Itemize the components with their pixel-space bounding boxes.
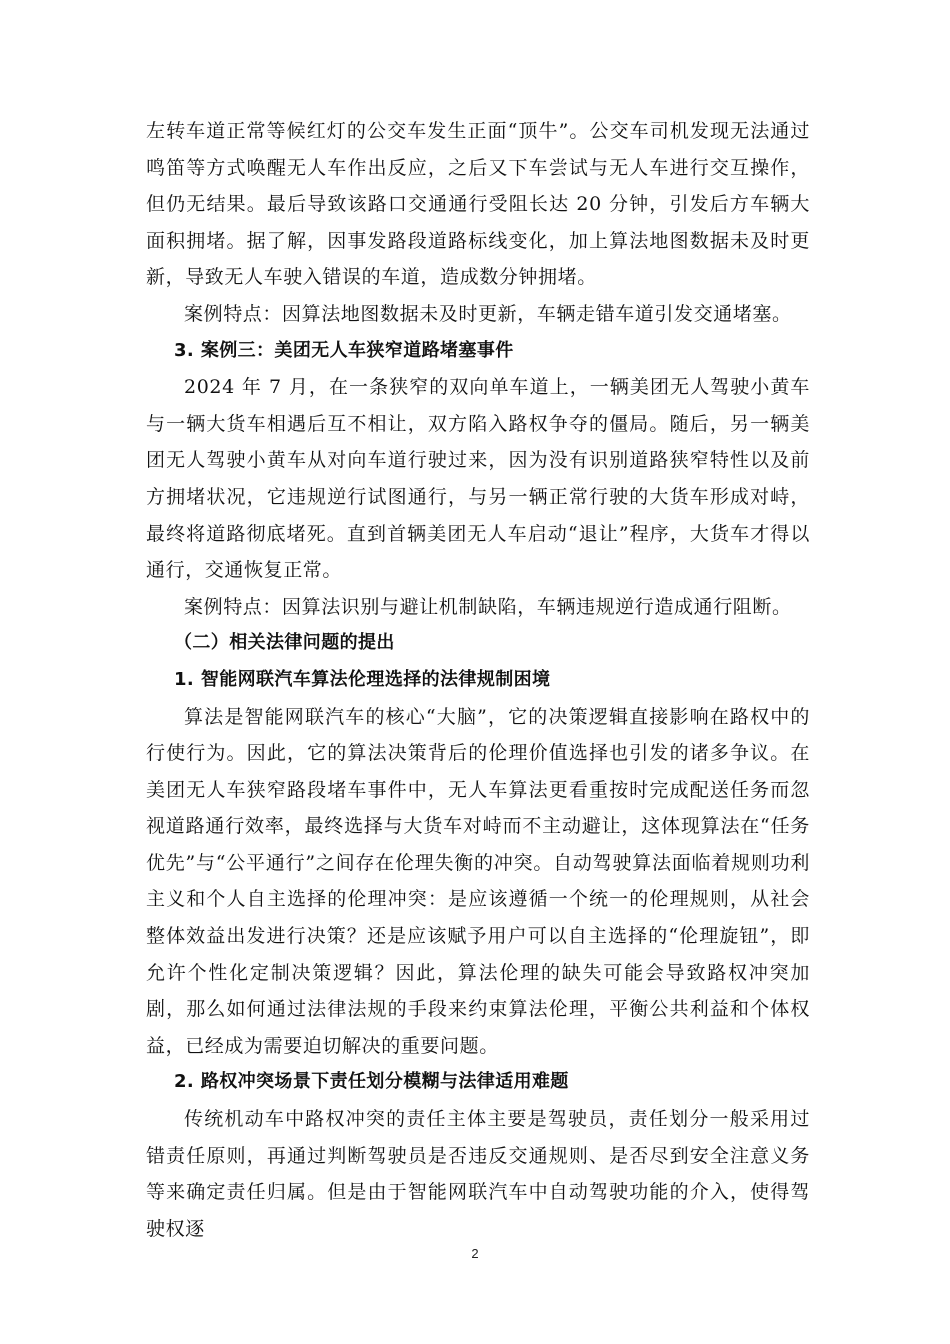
heading-algorithm-ethics: 1. 智能网联汽车算法伦理选择的法律规制困境 (174, 668, 551, 690)
page-number: 2 (471, 1246, 479, 1261)
paragraph-algorithm-ethics: 算法是智能网联汽车的核心“大脑”，它的决策逻辑直接影响在路权中的行使行为。因此，它的算法决策背后的伦理价值选择也引发的诸多争议。在美团无人车狭窄路段堵车事件中，无人车算法更看重按时完成配送任务而忽视道路通行效率，最终选择与大货车对峙而不主动避让，这体现算法在“任务优先”与“公平通行”之间存在伦理失衡的冲突。自动驾驶算法面临着规则功利主义和个人自主选择的伦理冲突：是应该遵循一个统一的伦理规则，从社会整体效益出发进行决策？还是应该赋予用户可以自主选择的“伦理旋钮”，即允许个性化定制决策逻辑？因此，算法伦理的缺失可能会导致路权冲突加剧，那么如何通过法律法规的手段来约束算法伦理，平衡公共利益和个体权益，已经成为需要迫切解决的重要问题。 (146, 705, 810, 1057)
paragraph-case-two-features: 案例特点：因算法地图数据未及时更新，车辆走错车道引发交通堵塞。 (184, 302, 792, 325)
paragraph-case-two-continued: 左转车道正常等候红灯的公交车发生正面“顶牛”。公交车司机发现无法通过鸣笛等方式唤醒无人车作出反应，之后又下车尝试与无人车进行交互操作，但仍无结果。最后导致该路口交通通行受阻长达 20 分钟，引发后方车辆大面积拥堵。据了解，因事发路段道路标线变化，加上算法地图数据未及时更新，导致无人车驶入错误的车道，造成数分钟拥堵。 (146, 120, 810, 289)
document-body (146, 113, 810, 1247)
paragraph-case-three-description: 2024 年 7 月，在一条狭窄的双向单车道上，一辆美团无人驾驶小黄车与一辆大货车相遇后互不相让，双方陷入路权争夺的僵局。随后，另一辆美团无人驾驶小黄车从对向车道行驶过来，因为没有识别道路狭窄特性以及前方拥堵状况，它违规逆行试图通行，与另一辆正常行驶的大货车形成对峙，最终将道路彻底堵死。直到首辆美团无人车启动“退让”程序，大货车才得以通行，交通恢复正常。 (146, 376, 810, 582)
heading-liability-division: 2. 路权冲突场景下责任划分模糊与法律适用难题 (174, 1071, 569, 1093)
heading-legal-issues: （二）相关法律问题的提出 (174, 632, 395, 654)
paragraph-liability-division: 传统机动车中路权冲突的责任主体主要是驾驶员，责任划分一般采用过错责任原则，再通过判断驾驶员是否违反交通规则、是否尽到安全注意义务等来确定责任归属。但是由于智能网联汽车中自动驾驶功能的介入，使得驾驶权逐 (146, 1108, 810, 1240)
paragraph-case-three-features: 案例特点：因算法识别与避让机制缺陷，车辆违规逆行造成通行阻断。 (184, 595, 792, 618)
heading-case-three: 3. 案例三：美团无人车狭窄道路堵塞事件 (174, 339, 514, 361)
